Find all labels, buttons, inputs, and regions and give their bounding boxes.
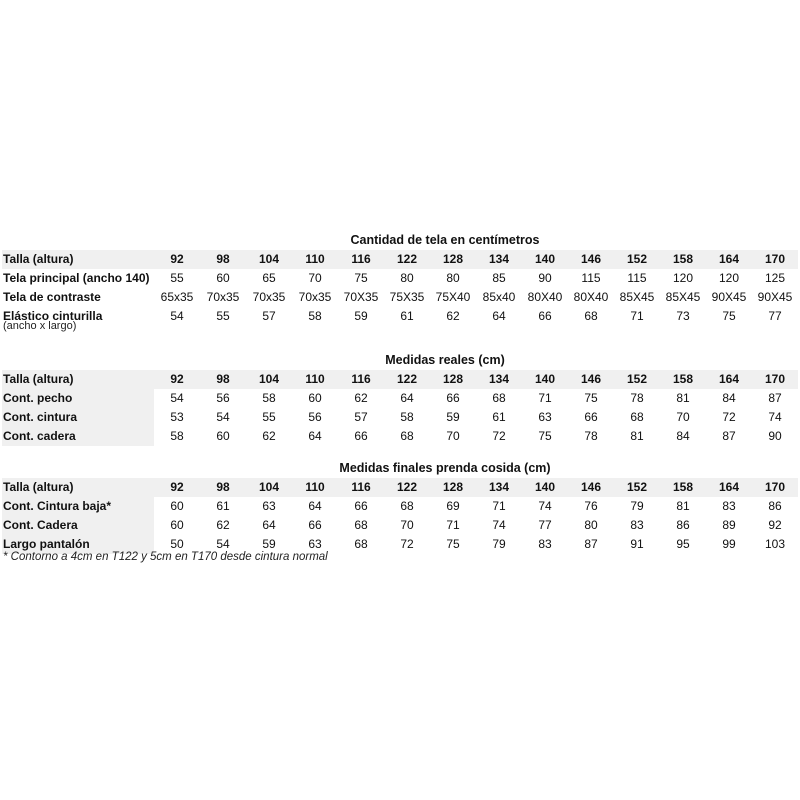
value-cell: 66 [308, 518, 322, 532]
fabric-quantity-table [2, 250, 798, 326]
value-cell: 68 [630, 410, 644, 424]
size-header-cell: 128 [430, 370, 476, 389]
value-cell: 78 [584, 429, 598, 443]
header-label: Talla (altura) [2, 370, 154, 389]
value-cell: 71 [446, 518, 460, 532]
size-header-cell: 134 [476, 370, 522, 389]
value-cell: 74 [538, 499, 552, 513]
value-cell: 66 [354, 429, 368, 443]
value-cell: 60 [170, 518, 184, 532]
value-cell: 91 [630, 537, 644, 551]
value-cell: 87 [584, 537, 598, 551]
size-header-cell: 122 [384, 250, 430, 269]
value-cell: 79 [630, 499, 644, 513]
value-cell: 84 [722, 391, 736, 405]
size-header-cell: 146 [568, 250, 614, 269]
header-label: Talla (altura) [2, 478, 154, 497]
value-cell: 70x35 [298, 290, 332, 304]
value-cell: 58 [170, 429, 184, 443]
value-cell: 70X35 [343, 290, 379, 304]
value-cell: 125 [764, 271, 786, 285]
size-header-cell: 104 [246, 478, 292, 497]
value-cell: 61 [400, 309, 414, 323]
value-cell: 68 [584, 309, 598, 323]
value-cell: 59 [446, 410, 460, 424]
size-header-cell: 140 [522, 370, 568, 389]
value-cell: 64 [262, 518, 276, 532]
value-cell: 95 [676, 537, 690, 551]
size-header-cell: 134 [476, 478, 522, 497]
value-cell: 61 [492, 410, 506, 424]
size-header-cell: 110 [292, 250, 338, 269]
table-row [2, 427, 798, 446]
value-cell: 53 [170, 410, 184, 424]
table-row [2, 307, 798, 326]
value-cell: 54 [170, 391, 184, 405]
section-real-measurements [0, 350, 800, 446]
value-cell: 99 [722, 537, 736, 551]
value-cell: 75 [722, 309, 736, 323]
value-cell: 90 [538, 271, 552, 285]
table-row [2, 269, 798, 288]
value-cell: 63 [308, 537, 322, 551]
value-cell: 75 [538, 429, 552, 443]
size-header-cell: 110 [292, 478, 338, 497]
table-row [2, 408, 798, 427]
row-label: Cont. pecho [2, 389, 154, 408]
section-title: Medidas finales prenda cosida (cm) [339, 461, 551, 475]
value-cell: 85X45 [665, 290, 701, 304]
value-cell: 68 [492, 391, 506, 405]
table-header-row [2, 478, 798, 497]
value-cell: 57 [262, 309, 276, 323]
size-header-cell: 122 [384, 370, 430, 389]
table-header-row [2, 250, 798, 269]
value-cell: 56 [216, 391, 230, 405]
size-header-cell: 164 [706, 478, 752, 497]
value-cell: 90X45 [711, 290, 747, 304]
size-header-cell: 104 [246, 250, 292, 269]
size-header-cell: 152 [614, 370, 660, 389]
value-cell: 71 [630, 309, 644, 323]
section-title: Cantidad de tela en centímetros [350, 233, 540, 247]
size-header-cell: 140 [522, 478, 568, 497]
size-header-cell: 134 [476, 250, 522, 269]
value-cell: 80X40 [573, 290, 609, 304]
row-label: Cont. cadera [2, 427, 154, 446]
size-header-cell: 98 [200, 478, 246, 497]
value-cell: 85X45 [619, 290, 655, 304]
row-label: Tela principal (ancho 140) [3, 271, 150, 285]
value-cell: 90X45 [757, 290, 793, 304]
value-cell: 60 [216, 271, 230, 285]
size-header-cell: 164 [706, 250, 752, 269]
value-cell: 78 [630, 391, 644, 405]
size-header-cell: 170 [752, 250, 798, 269]
size-header-cell: 116 [338, 478, 384, 497]
size-header-cell: 116 [338, 370, 384, 389]
table-row [2, 288, 798, 307]
value-cell: 74 [768, 410, 782, 424]
value-cell: 75X35 [389, 290, 425, 304]
size-header-cell: 116 [338, 250, 384, 269]
value-cell: 68 [400, 499, 414, 513]
value-cell: 74 [492, 518, 506, 532]
value-cell: 81 [676, 499, 690, 513]
value-cell: 73 [676, 309, 690, 323]
value-cell: 86 [768, 499, 782, 513]
value-cell: 55 [262, 410, 276, 424]
section-final-garment [0, 458, 800, 554]
table-note: (ancho x largo) [3, 320, 77, 332]
section-title: Medidas reales (cm) [385, 353, 505, 367]
row-label: Largo pantalón [2, 535, 154, 554]
real-measurements-table [2, 370, 798, 446]
value-cell: 50 [170, 537, 184, 551]
header-label: Talla (altura) [2, 250, 154, 269]
value-cell: 80 [400, 271, 414, 285]
size-header-cell: 152 [614, 478, 660, 497]
value-cell: 55 [216, 309, 230, 323]
value-cell: 75X40 [435, 290, 471, 304]
value-cell: 62 [262, 429, 276, 443]
value-cell: 120 [718, 271, 740, 285]
value-cell: 83 [630, 518, 644, 532]
value-cell: 63 [262, 499, 276, 513]
size-header-cell: 140 [522, 250, 568, 269]
footnote: * Contorno a 4cm en T122 y 5cm en T170 desde cintura normal [3, 551, 328, 563]
value-cell: 75 [446, 537, 460, 551]
table-row [2, 497, 798, 516]
value-cell: 70 [400, 518, 414, 532]
value-cell: 77 [768, 309, 782, 323]
value-cell: 90 [768, 429, 782, 443]
value-cell: 85x40 [482, 290, 516, 304]
size-header-cell: 92 [154, 250, 200, 269]
size-header-cell: 152 [614, 250, 660, 269]
value-cell: 80X40 [527, 290, 563, 304]
value-cell: 66 [446, 391, 460, 405]
row-label: Cont. cintura [2, 408, 154, 427]
size-header-cell: 98 [200, 370, 246, 389]
value-cell: 80 [446, 271, 460, 285]
value-cell: 62 [446, 309, 460, 323]
value-cell: 58 [262, 391, 276, 405]
row-label: Cont. Cadera [2, 516, 154, 535]
value-cell: 68 [400, 429, 414, 443]
value-cell: 70 [308, 271, 322, 285]
value-cell: 71 [538, 391, 552, 405]
size-header-cell: 146 [568, 478, 614, 497]
value-cell: 59 [262, 537, 276, 551]
size-header-cell: 128 [430, 478, 476, 497]
value-cell: 54 [216, 537, 230, 551]
size-header-cell: 158 [660, 370, 706, 389]
size-header-cell: 110 [292, 370, 338, 389]
value-cell: 54 [216, 410, 230, 424]
value-cell: 70 [446, 429, 460, 443]
value-cell: 56 [308, 410, 322, 424]
table-row [2, 389, 798, 408]
value-cell: 66 [584, 410, 598, 424]
value-cell: 75 [354, 271, 368, 285]
value-cell: 58 [308, 309, 322, 323]
value-cell: 92 [768, 518, 782, 532]
row-label: Tela de contraste [3, 290, 101, 304]
value-cell: 72 [400, 537, 414, 551]
value-cell: 77 [538, 518, 552, 532]
value-cell: 62 [354, 391, 368, 405]
size-header-cell: 92 [154, 370, 200, 389]
value-cell: 59 [354, 309, 368, 323]
value-cell: 86 [676, 518, 690, 532]
size-header-cell: 104 [246, 370, 292, 389]
value-cell: 54 [170, 309, 184, 323]
size-header-cell: 158 [660, 250, 706, 269]
value-cell: 55 [170, 271, 184, 285]
value-cell: 87 [768, 391, 782, 405]
value-cell: 64 [400, 391, 414, 405]
value-cell: 81 [630, 429, 644, 443]
value-cell: 115 [581, 271, 601, 285]
value-cell: 84 [676, 429, 690, 443]
value-cell: 83 [538, 537, 552, 551]
value-cell: 120 [672, 271, 694, 285]
value-cell: 76 [584, 499, 598, 513]
table-row [2, 516, 798, 535]
size-header-cell: 98 [200, 250, 246, 269]
value-cell: 75 [584, 391, 598, 405]
value-cell: 68 [354, 537, 368, 551]
value-cell: 64 [308, 429, 322, 443]
value-cell: 60 [308, 391, 322, 405]
size-header-cell: 170 [752, 370, 798, 389]
size-header-cell: 164 [706, 370, 752, 389]
value-cell: 70 [676, 410, 690, 424]
value-cell: 83 [722, 499, 736, 513]
value-cell: 60 [216, 429, 230, 443]
size-header-cell: 146 [568, 370, 614, 389]
value-cell: 60 [170, 499, 184, 513]
value-cell: 66 [538, 309, 552, 323]
value-cell: 79 [492, 537, 506, 551]
value-cell: 58 [400, 410, 414, 424]
value-cell: 64 [492, 309, 506, 323]
value-cell: 69 [446, 499, 460, 513]
value-cell: 85 [492, 271, 506, 285]
size-header-cell: 128 [430, 250, 476, 269]
value-cell: 63 [538, 410, 552, 424]
value-cell: 65x35 [160, 290, 194, 304]
value-cell: 89 [722, 518, 736, 532]
value-cell: 62 [216, 518, 230, 532]
value-cell: 103 [764, 537, 786, 551]
size-header-cell: 122 [384, 478, 430, 497]
value-cell: 115 [627, 271, 647, 285]
row-label: Elástico cinturilla [3, 309, 103, 323]
value-cell: 81 [676, 391, 690, 405]
table-header-row [2, 370, 798, 389]
value-cell: 70x35 [252, 290, 286, 304]
value-cell: 64 [308, 499, 322, 513]
value-cell: 65 [262, 271, 276, 285]
value-cell: 61 [216, 499, 230, 513]
value-cell: 80 [584, 518, 598, 532]
value-cell: 87 [722, 429, 736, 443]
value-cell: 66 [354, 499, 368, 513]
value-cell: 72 [492, 429, 506, 443]
section-fabric-quantity [0, 230, 800, 326]
final-garment-table [2, 478, 798, 554]
value-cell: 68 [354, 518, 368, 532]
value-cell: 71 [492, 499, 506, 513]
value-cell: 70x35 [206, 290, 240, 304]
row-label: Cont. Cintura baja* [2, 497, 154, 516]
value-cell: 57 [354, 410, 368, 424]
size-header-cell: 92 [154, 478, 200, 497]
value-cell: 72 [722, 410, 736, 424]
size-header-cell: 158 [660, 478, 706, 497]
size-header-cell: 170 [752, 478, 798, 497]
